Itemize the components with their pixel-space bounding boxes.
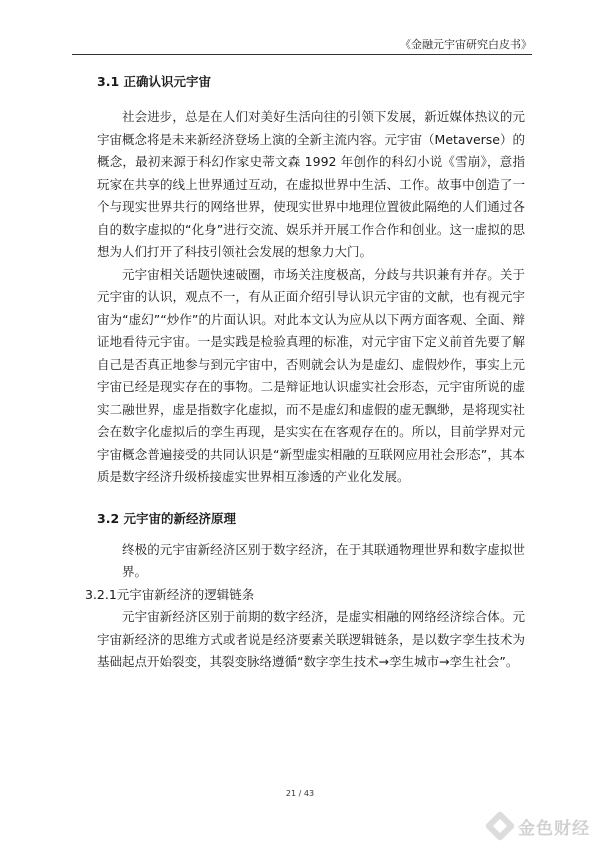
section-3-1-paragraph-2: 元宇宙相关话题快速破圈，市场关注度极高，分歧与共识兼有并存。关于元宇宙的认识，观点不一，有从正面介绍引导认识元宇宙的文献，也有视元宇宙为“虚幻”“炒作”的片面认识。对此本文认为应从以下两方面客观、全面、辩证地看待元宇宙。一是实践是检验真理的标准，对元宇宙下定义前首先要了解自己是否真正地参与到元宇宙中，否则就会认为是虚幻、虚假炒作，事实上元宇宙已经是现实存在的事物。二是辩证地认识虚实社会形态，元宇宙所说的虚实二融世界，虚是指数字化虚拟，而不是虚幻和虚假的虚无飘缈，是将现实社会在数字化虚拟后的孪生再现，是实实在在客观存在的。所以，目前学界对元宇宙概念普遍接受的共同认识是“新型虚实相融的互联网应用社会形态”，其本质是数字经济升级桥接虚实世界相互渗透的产业化发展。 — [97, 266, 525, 484]
header-divider — [72, 54, 532, 55]
page-content — [85, 66, 525, 674]
section-3-1-paragraph-1: 社会进步，总是在人们对美好生活向往的引领下发展，新近媒体热议的元宇宙概念将是未来新经济登场上演的全新主流内容。元宇宙（Metaverse）的概念，最初来源于科幻作家史蒂文森 1992 年创作的科幻小说《雪崩》，意指玩家在共享的线上世界通过互动，在虚拟世界中生活、工作。故事中创造了一个与现实世界共行的网络世界，使现实世界中地理位置彼此隔绝的人们通过各自的数字虚拟的“化身”进行交流、娱乐并开展工作合作和创业。这一虚拟的思想为人们打开了科技引领社会发展的想象力大门。 — [97, 109, 525, 259]
section-3-1-heading: 3.1 正确认识元宇宙 — [97, 74, 211, 89]
watermark-text: 金色财经 — [518, 818, 590, 839]
subsection-3-2-1-paragraph-1: 元宇宙新经济区别于前期的数字经济，是虚实相融的网络经济综合体。元宇宙新经济的思维方式或者说是经济要素关联逻辑链条，是以数字孪生技术为基础起点开始裂变，其裂变脉络遵循“数字孪生技术→孪生城市→孪生社会”。 — [97, 609, 525, 669]
section-3-2-paragraph-1: 终极的元宇宙新经济区别于数字经济，在于其联通物理世界和数字虚拟世界。 — [122, 541, 525, 579]
watermark — [485, 811, 590, 841]
jinse-logo-icon — [485, 811, 515, 841]
document-header-title: 《金融元宇宙研究白皮书》 — [400, 38, 532, 51]
section-3-2-heading: 3.2 元宇宙的新经济原理 — [97, 510, 236, 526]
subsection-3-2-1-heading: 3.2.1元宇宙新经济的逻辑链条 — [85, 586, 255, 602]
page-number: 21 / 43 — [285, 789, 315, 798]
